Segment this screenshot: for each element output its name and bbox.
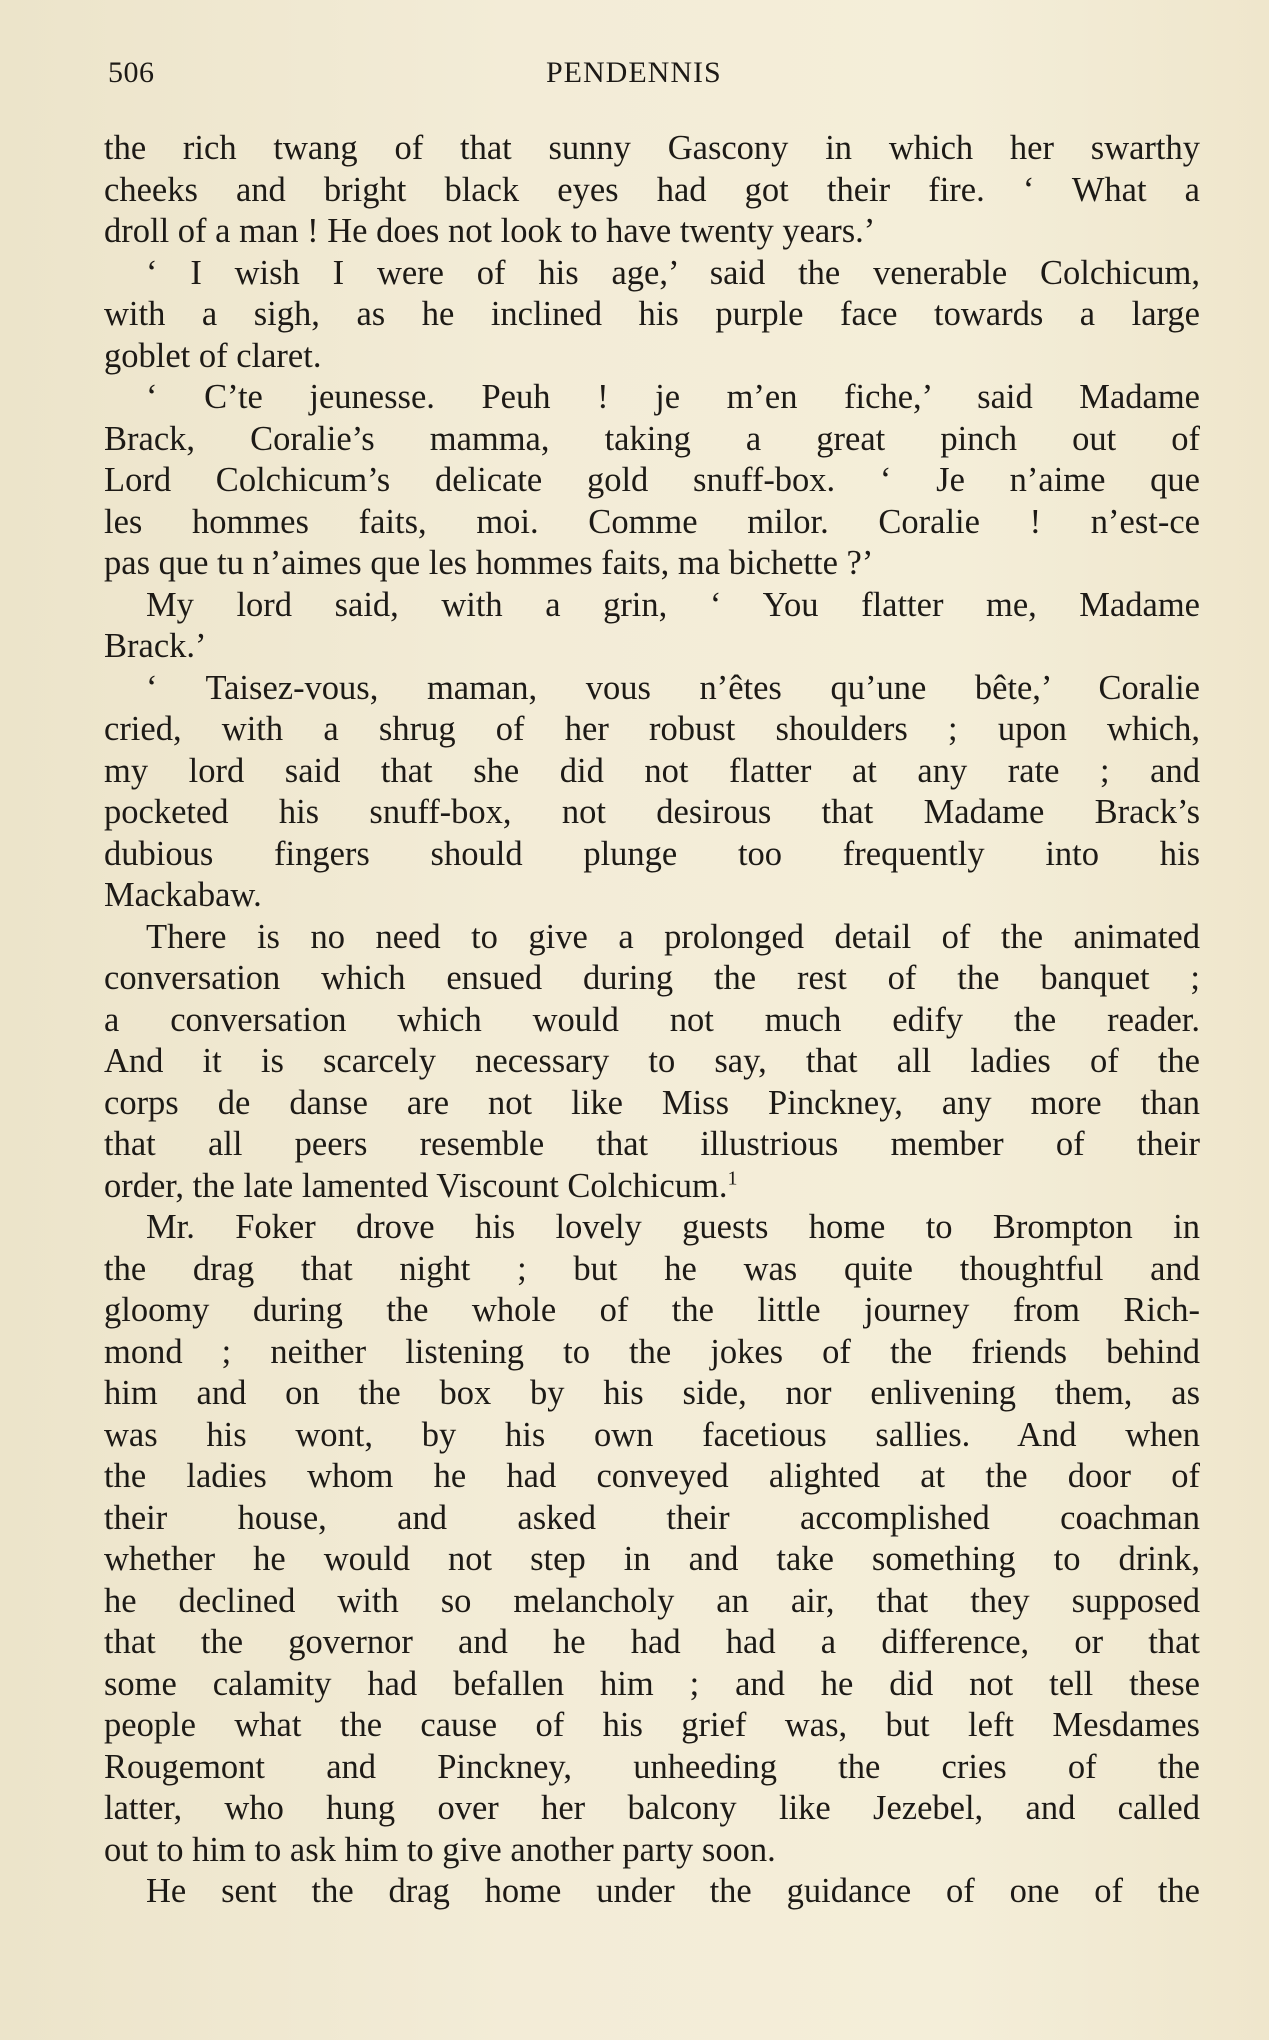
text-line: pas que tu n’aimes que les hommes faits, ma bichette ?’ bbox=[104, 544, 874, 582]
text-line: the drag that night ; but he was quite thoughtful and bbox=[104, 1249, 1200, 1288]
text-line: Mackabaw. bbox=[104, 876, 262, 914]
text-line: cried, with a shrug of her robust shoulders ; upon which, bbox=[104, 710, 1200, 748]
running-head bbox=[108, 56, 1200, 96]
text-line: cheeks and bright black eyes had got their fire. ‘ What a bbox=[104, 170, 1200, 209]
text-line: conversation which ensued during the rest of the banquet ; bbox=[104, 959, 1200, 997]
text-line-content: order, the late lamented Viscount Colchicum. bbox=[104, 1166, 728, 1205]
text-line: with a sigh, as he inclined his purple face towards a large bbox=[104, 295, 1200, 333]
text-line: dubious fingers should plunge too frequently into his bbox=[104, 834, 1200, 873]
text-line: He sent the drag home under the guidance of one of the bbox=[146, 1872, 1200, 1910]
text-line: goblet of claret. bbox=[104, 336, 322, 375]
text-line: Mr. Foker drove his lovely guests home to Brompton in bbox=[146, 1208, 1200, 1246]
text-line: Rougemont and Pinckney, unheeding the cries of the bbox=[104, 1747, 1200, 1786]
text-line: he declined with so melancholy an air, that they supposed bbox=[104, 1581, 1200, 1620]
text-line: Lord Colchicum’s delicate gold snuff-box. ‘ Je n’aime que bbox=[104, 461, 1200, 499]
text-line: that all peers resemble that illustrious member of their bbox=[104, 1125, 1200, 1163]
text-line: a conversation which would not much edify the reader. bbox=[104, 1000, 1200, 1039]
body-text bbox=[104, 128, 1200, 1913]
text-line: ‘ I wish I were of his age,’ said the venerable Colchicum, bbox=[146, 253, 1200, 292]
text-line: Brack, Coralie’s mamma, taking a great pinch out of bbox=[104, 419, 1200, 458]
text-line: some calamity had befallen him ; and he did not tell these bbox=[104, 1664, 1200, 1703]
text-line: was his wont, by his own facetious sallies. And when bbox=[104, 1415, 1200, 1454]
text-line: droll of a man ! He does not look to have twenty years.’ bbox=[104, 212, 876, 250]
footnote-marker: 1 bbox=[727, 1167, 738, 1189]
text-line: him and on the box by his side, nor enlivening them, as bbox=[104, 1374, 1200, 1412]
text-line: out to him to ask him to give another party soon. bbox=[104, 1830, 776, 1869]
text-line: the rich twang of that sunny Gascony in which her swarthy bbox=[104, 129, 1200, 167]
text-line: the ladies whom he had conveyed alighted at the door of bbox=[104, 1457, 1200, 1495]
text-line: pocketed his snuff-box, not desirous that Madame Brack’s bbox=[104, 793, 1200, 831]
text-line: their house, and asked their accomplished coachman bbox=[104, 1498, 1200, 1537]
text-line: people what the cause of his grief was, but left Mesdames bbox=[104, 1706, 1200, 1744]
text-line: And it is scarcely necessary to say, that all ladies of the bbox=[104, 1042, 1200, 1080]
text-line: my lord said that she did not flatter at any rate ; and bbox=[104, 751, 1200, 790]
text-line: les hommes faits, moi. Comme milor. Coralie ! n’est-ce bbox=[104, 502, 1200, 541]
text-line: ‘ Taisez-vous, maman, vous n’êtes qu’une bête,’ Coralie bbox=[146, 668, 1200, 707]
running-title: PENDENNIS bbox=[546, 56, 722, 89]
text-line: My lord said, with a grin, ‘ You flatter me, Madame bbox=[146, 585, 1200, 624]
text-line: Brack.’ bbox=[104, 627, 207, 665]
text-line: that the governor and he had had a difference, or that bbox=[104, 1623, 1200, 1661]
text-line: whether he would not step in and take something to drink, bbox=[104, 1540, 1200, 1578]
text-line-with-footnote bbox=[104, 1166, 1200, 1208]
text-line: There is no need to give a prolonged detail of the animated bbox=[146, 917, 1200, 956]
text-line: corps de danse are not like Miss Pinckney, any more than bbox=[104, 1083, 1200, 1122]
text-line: latter, who hung over her balcony like Jezebel, and called bbox=[104, 1789, 1200, 1827]
page-number: 506 bbox=[108, 56, 155, 89]
text-line: mond ; neither listening to the jokes of the friends behind bbox=[104, 1332, 1200, 1371]
text-line: ‘ C’te jeunesse. Peuh ! je m’en fiche,’ said Madame bbox=[146, 378, 1200, 416]
text-line: gloomy during the whole of the little journey from Rich- bbox=[104, 1291, 1200, 1329]
